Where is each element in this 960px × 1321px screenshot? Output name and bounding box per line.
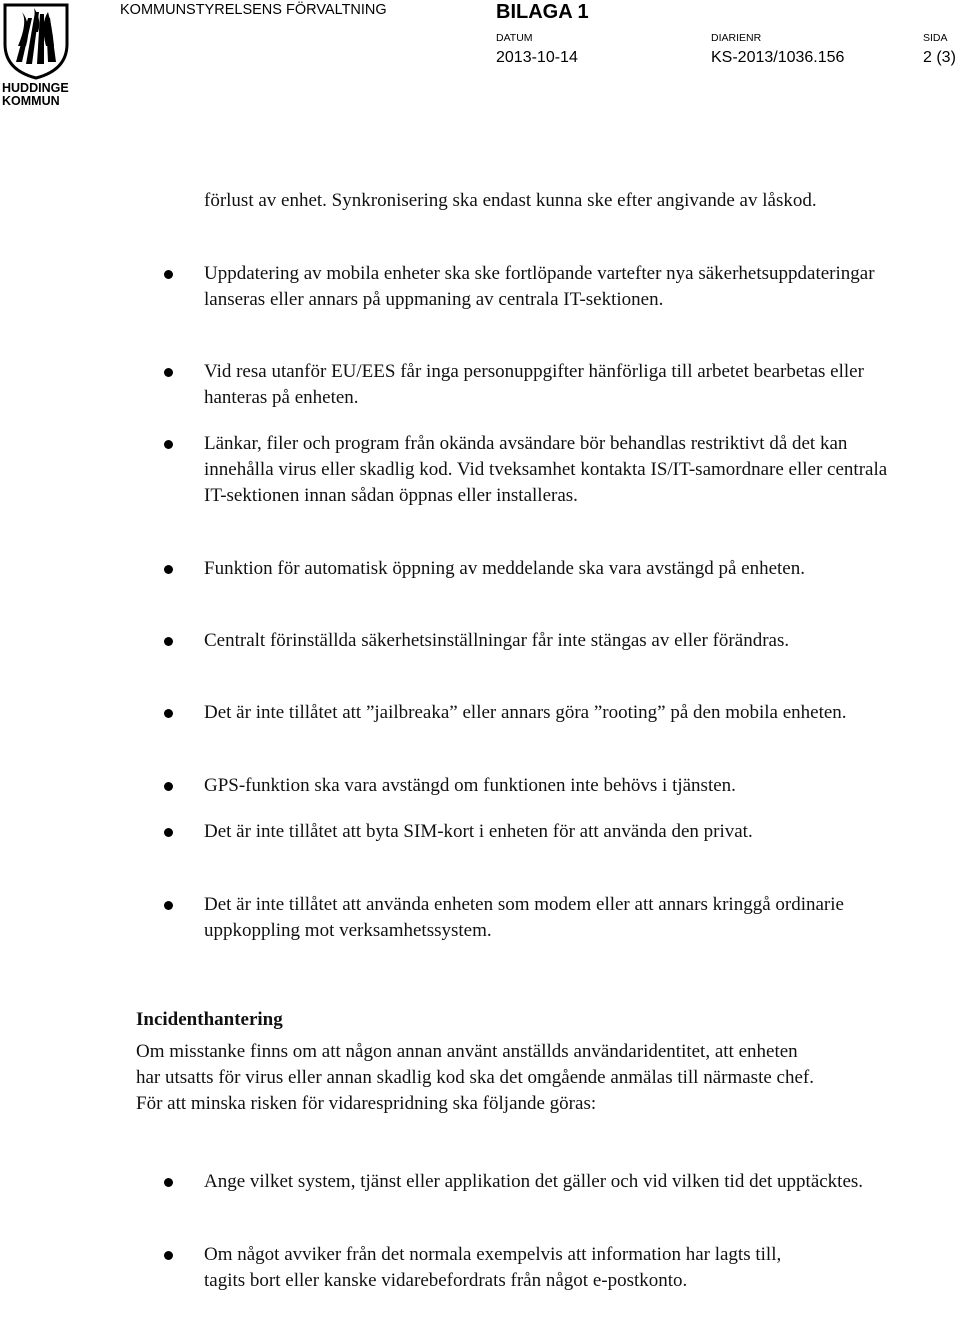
document-label: BILAGA 1 bbox=[496, 1, 589, 23]
authority-name: KOMMUNSTYRELSENS FÖRVALTNING bbox=[120, 2, 387, 18]
list-item bbox=[204, 431, 904, 509]
bullet-icon bbox=[164, 368, 173, 377]
list-item-text: Det är inte tillåtet att byta SIM-kort i enheten för att använda den privat. bbox=[204, 821, 753, 842]
reference-label: DIARIENR bbox=[711, 32, 762, 44]
list-item-text: Ange vilket system, tjänst eller applikation det gäller och vid vilken tid det upptäcktes. bbox=[204, 1171, 864, 1192]
list-item bbox=[204, 359, 904, 411]
bullet-icon bbox=[164, 901, 173, 910]
bullet-icon bbox=[164, 440, 173, 449]
bullet-icon bbox=[164, 709, 173, 718]
list-item bbox=[204, 892, 904, 944]
list-item-text: Länkar, filer och program från okända avsändare bör behandlas restriktivt då det kan innehålla virus eller skadlig kod. Vid tveksamhet kontakta IS/IT-samordnare eller centrala IT-sektionen innan sådan öppnas eller installeras. bbox=[204, 433, 888, 506]
list-item-text: Centralt förinställda säkerhetsinställningar får inte stängas av eller förändras. bbox=[204, 630, 790, 651]
coat-of-arms-icon bbox=[2, 2, 70, 80]
list-item bbox=[204, 773, 904, 799]
date-value: 2013-10-14 bbox=[496, 49, 578, 66]
logo-text: HUDDINGE KOMMUN bbox=[2, 81, 69, 108]
list-item bbox=[204, 1169, 904, 1195]
section-heading: Incidenthantering bbox=[136, 1009, 283, 1030]
list-item-text: Uppdatering av mobila enheter ska ske fortlöpande vartefter nya säkerhetsuppdateringar lanseras eller annars på uppmaning av centrala IT-sektionen. bbox=[204, 263, 875, 310]
bullet-icon bbox=[164, 782, 173, 791]
list-item bbox=[204, 1242, 794, 1294]
list-item-text: Det är inte tillåtet att använda enheten som modem eller att annars kringgå ordinarie uppkoppling mot verksamhetssystem. bbox=[204, 894, 844, 941]
list-item bbox=[204, 556, 904, 582]
bullet-icon bbox=[164, 1251, 173, 1260]
list-item-text: GPS-funktion ska vara avstängd om funktionen inte behövs i tjänsten. bbox=[204, 775, 736, 796]
list-item-text: Funktion för automatisk öppning av meddelande ska vara avstängd på enheten. bbox=[204, 558, 805, 579]
list-item bbox=[204, 628, 904, 654]
page-number: 2 (3) bbox=[923, 49, 956, 66]
list-item-text: Det är inte tillåtet att ”jailbreaka” eller annars göra ”rooting” på den mobila enheten. bbox=[204, 702, 847, 723]
list-item-text: Vid resa utanför EU/EES får inga personuppgifter hänförliga till arbetet bearbetas eller hanteras på enheten. bbox=[204, 361, 864, 408]
continuation-text: förlust av enhet. Synkronisering ska endast kunna ske efter angivande av låskod. bbox=[204, 190, 817, 211]
list-item bbox=[204, 819, 904, 845]
list-item bbox=[204, 700, 904, 726]
bullet-icon bbox=[164, 828, 173, 837]
bullet-icon bbox=[164, 1178, 173, 1187]
document-header bbox=[0, 0, 960, 110]
section-paragraph: Om misstanke finns om att någon annan använt anställds användaridentitet, att enheten har utsatts för virus eller annan skadlig kod ska det omgående anmälas till närmaste chef. För att minska risken för vidarespridning ska följande göras: bbox=[136, 1041, 814, 1114]
bullet-icon bbox=[164, 637, 173, 646]
municipality-logo bbox=[2, 2, 70, 108]
bullet-icon bbox=[164, 270, 173, 279]
date-label: DATUM bbox=[496, 32, 533, 44]
list-item bbox=[204, 261, 904, 313]
bullet-icon bbox=[164, 565, 173, 574]
page-label: SIDA bbox=[923, 32, 948, 44]
list-item-text: Om något avviker från det normala exempelvis att information har lagts till, tagits bort eller kanske vidarebefordrats från något e-postkonto. bbox=[204, 1244, 782, 1291]
reference-value: KS-2013/1036.156 bbox=[711, 49, 845, 66]
